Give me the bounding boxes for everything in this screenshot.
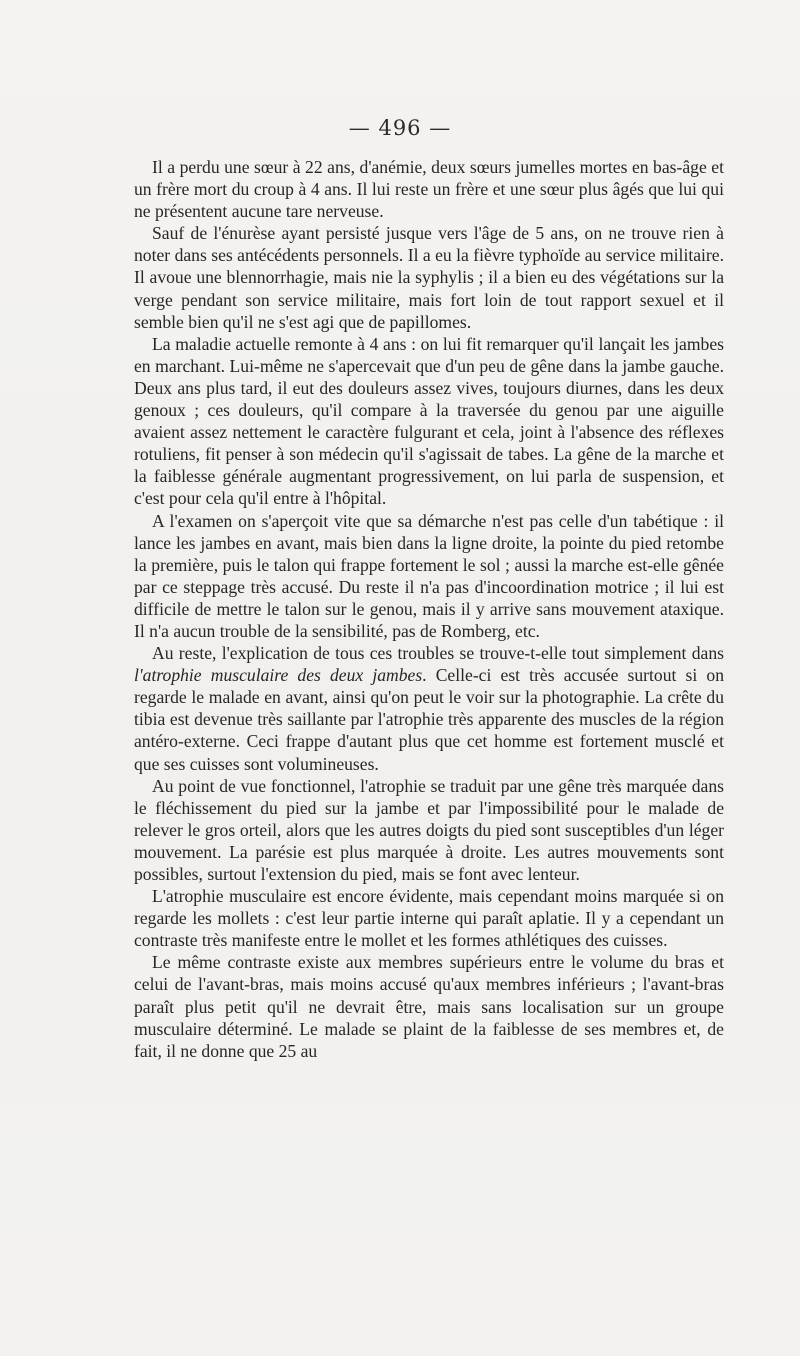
paragraph-atrophy-text-end: . Celle-ci est très accusée surtout si on regarde le malade en avant, ainsi qu'on peut le voir sur la photographie. La crête du tibia est devenue très saillante par l'atrophie très apparente des muscles de la région antéro-externe. Ceci frappe d'autant plus que cet homme est fortement musclé et que ses cuisses sont volumineuses. [134,665,724,774]
paragraph-functional: Au point de vue fonctionnel, l'atrophie se traduit par une gêne très marquée dans le fléchissement du pied sur la jambe et par l'impossibilité pour le malade de relever le gros orteil, alors que les autres doigts du pied sont susceptibles d'un léger mouvement. La parésie est plus marquée à droite. Les autres mouvements sont possibles, surtout l'extension du pied, mais se font avec lenteur. [134,775,724,884]
paragraph-current-illness: La maladie actuelle remonte à 4 ans : on lui fit remarquer qu'il lançait les jambes en marchant. Lui-même ne s'apercevait que d'un peu de gêne dans la jambe gauche. Deux ans plus tard, il eut des douleurs assez vives, toujours diurnes, dans les deux genoux ; ces douleurs, qu'il compare à la traversée du genou par une aiguille avaient assez nettement le caractère fulgurant et cela, joint à l'absence des réflexes rotuliens, fit penser à son médecin qu'il s'agissait de tabes. La gêne de la marche et la faiblesse générale augmentant progressivement, on lui parla de suspension, et c'est pour cela qu'il entre à l'hôpital. [134,333,724,509]
paragraph-muscular-atrophy [134,642,724,775]
paragraph-examination: A l'examen on s'aperçoit vite que sa démarche n'est pas celle d'un tabétique : il lance les jambes en avant, mais bien dans la ligne droite, la pointe du pied retombe la première, puis le talon qui frappe fortement le sol ; aussi la marche est-elle gênée par ce steppage très accusé. Du reste il n'a pas d'incoordination motrice ; il lui est difficile de mettre le talon sur le genou, mais il y arrive sans mouvement ataxique. Il n'a aucun trouble de la sensibilité, pas de Romberg, etc. [134,510,724,641]
paragraph-upper-limbs: Le même contraste existe aux membres supérieurs entre le volume du bras et celui de l'avant-bras, mais moins accusé qu'aux membres inférieurs ; l'avant-bras paraît plus petit qu'il ne devrait être, mais sans localisation sur un groupe musculaire déterminé. Le malade se plaint de la faiblesse de ses membres et, de fait, il ne donne que 25 au [134,952,724,1061]
paragraph-personal-history: Sauf de l'énurèse ayant persisté jusque vers l'âge de 5 ans, on ne trouve rien à noter dans ses antécédents personnels. Il a eu la fièvre typhoïde au service militaire. Il avoue une blennorrhagie, mais nie la syphylis ; il a bien eu des végétations sur la verge pendant son service militaire, mais fort loin de tout rapport sexuel et il semble bien qu'il ne s'est agi que de papillomes. [134,223,724,332]
paragraph-family-history: Il a perdu une sœur à 22 ans, d'anémie, deux sœurs jumelles mortes en bas-âge et un frère mort du croup à 4 ans. Il lui reste un frère et une sœur plus âgés que lui qui ne présentent aucune tare nerveuse. [134,157,724,222]
paragraph-atrophy-text-start: Au reste, l'explication de tous ces troubles se trouve-t-elle tout simplement dans [152,643,724,664]
paragraph-calves: L'atrophie musculaire est encore évidente, mais cependant moins marquée si on regarde les mollets : c'est leur partie interne qui paraît aplatie. Il y a cependant un contraste très manifeste entre le mollet et les formes athlétiques des cuisses. [134,886,724,951]
body-text [134,156,724,1062]
page-number: — 496 — [348,116,452,140]
paragraph-atrophy-italic: l'atrophie musculaire des deux jambes [134,665,423,686]
